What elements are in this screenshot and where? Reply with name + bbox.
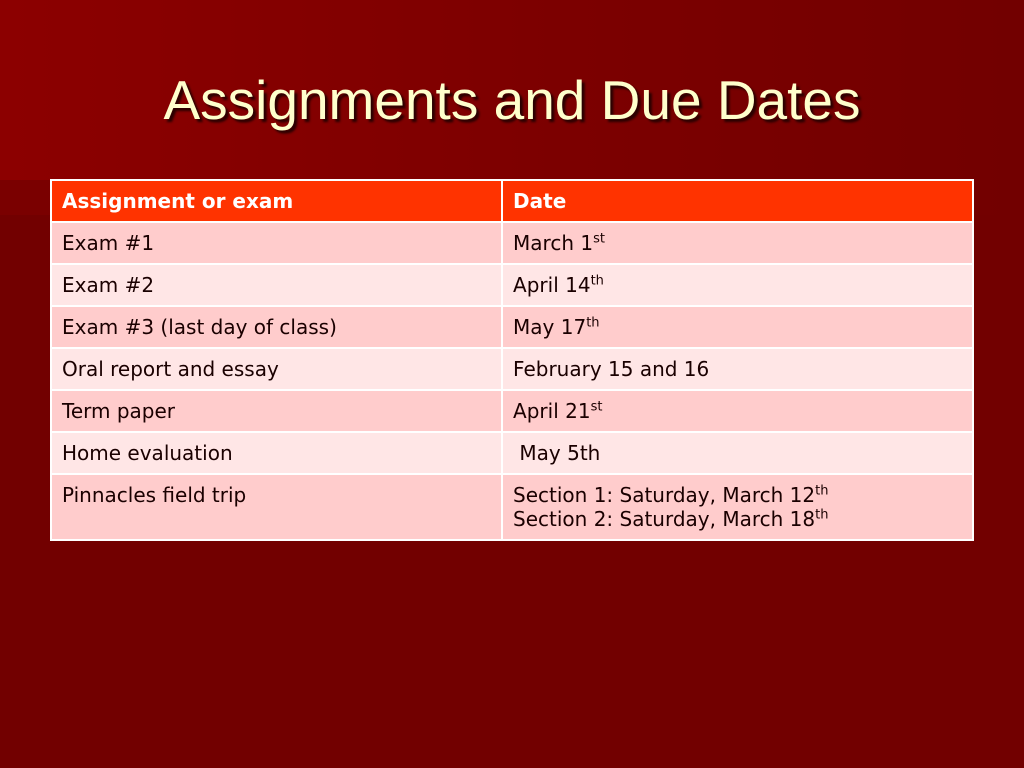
assignment-cell: Exam #2	[51, 264, 502, 306]
table-row	[51, 432, 973, 474]
date-line	[513, 399, 962, 423]
date-line	[513, 315, 962, 339]
date-ordinal-suffix: th	[815, 507, 829, 523]
header-date: Date	[502, 180, 973, 222]
table-header-row	[51, 180, 973, 222]
date-text: Section 2: Saturday, March 18	[513, 507, 816, 531]
date-text: May 17	[513, 315, 587, 339]
date-ordinal-suffix: st	[590, 399, 603, 415]
date-line	[513, 483, 962, 507]
date-cell	[502, 390, 973, 432]
assignments-table	[50, 179, 974, 541]
date-line	[513, 441, 962, 465]
assignment-cell: Exam #3 (last day of class)	[51, 306, 502, 348]
table-row	[51, 348, 973, 390]
date-line	[513, 507, 962, 531]
date-cell	[502, 222, 973, 264]
date-cell	[502, 264, 973, 306]
date-text: May 5th	[513, 441, 601, 465]
date-ordinal-suffix: th	[590, 273, 604, 289]
date-ordinal-suffix: th	[586, 315, 600, 331]
date-text: Section 1: Saturday, March 12	[513, 483, 816, 507]
assignment-cell: Home evaluation	[51, 432, 502, 474]
date-text: April 14	[513, 273, 591, 297]
date-text: February 15 and 16	[513, 357, 710, 381]
date-cell	[502, 306, 973, 348]
date-text: April 21	[513, 399, 591, 423]
date-cell	[502, 474, 973, 540]
date-cell	[502, 432, 973, 474]
assignment-cell: Oral report and essay	[51, 348, 502, 390]
date-text: March 1	[513, 231, 594, 255]
table-row	[51, 222, 973, 264]
assignment-cell: Term paper	[51, 390, 502, 432]
table-row	[51, 390, 973, 432]
date-ordinal-suffix: th	[815, 483, 829, 499]
date-ordinal-suffix: st	[593, 231, 605, 247]
date-line	[513, 357, 962, 381]
table-row	[51, 474, 973, 540]
date-line	[513, 273, 962, 297]
slide-title: Assignments and Due Dates	[163, 69, 861, 131]
table-row	[51, 306, 973, 348]
date-cell	[502, 348, 973, 390]
assignment-cell: Pinnacles field trip	[51, 474, 502, 540]
date-line	[513, 231, 962, 255]
table-row	[51, 264, 973, 306]
assignment-cell: Exam #1	[51, 222, 502, 264]
header-assignment: Assignment or exam	[51, 180, 502, 222]
background-accent-tab	[0, 180, 50, 215]
